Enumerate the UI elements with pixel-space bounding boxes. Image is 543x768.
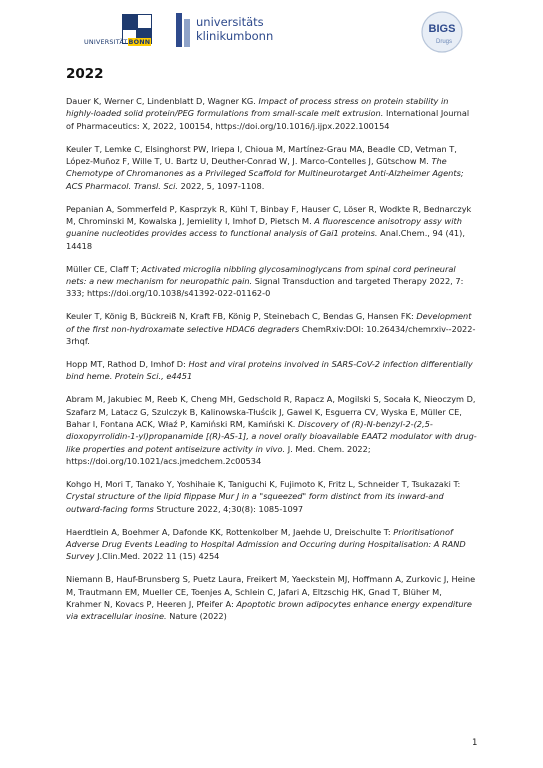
reference-title: A fluorescence anisotropy assy with guanine nucleotides provides access to functional analysis of Gai1 proteins. [66, 215, 462, 239]
reference-entry [66, 358, 478, 383]
reference-title: Discovery of (R)-N-benzyl-2-(2,5-dioxopyrrolidin-1-yl)propanamide [(R)-AS-1], a novel orally bioavailable EAAT2 modulator with drug-like properties and potent antiseizure activity in vivo. [66, 419, 477, 454]
drugs-logo-text: Drugs [435, 39, 453, 45]
reference-source: 2022, 5, 1097-1108. [180, 180, 265, 191]
reference-entry [66, 143, 478, 192]
page-number: 1 [472, 738, 478, 748]
reference-authors: Müller CE, Claff T; [66, 263, 139, 274]
reference-title: Crystal structure of the lipid flippase Mur J in a "squeezed" form distinct from its inward-and outward-facing forms [66, 491, 444, 514]
reference-authors: Pepanian A, Sommerfeld P, Kasprzyk R, Kühl T, Binbay F, Hauser C, Löser R, Wodkte R, Bednarczyk M, Chrominski M, Kowalska J, Jemielity I, Imhof D, Pietsch M. [66, 203, 472, 226]
reference-source: Nature (2022) [169, 611, 227, 622]
reference-entry [66, 203, 478, 252]
reference-entry [66, 393, 478, 467]
reference-authors: Dauer K, Werner C, Lindenblatt D, Wagner KG. [66, 96, 256, 106]
ukb-logo [176, 13, 291, 49]
reference-source: J.Clin.Med. 2022 11 (15) 4254 [97, 551, 220, 562]
bigs-logo-text: BIGS [428, 23, 456, 35]
reference-entry [66, 573, 478, 622]
reference-entry [66, 95, 478, 132]
reference-authors: Abram M, Jakubiec M, Reeb K, Cheng MH, Gedschold R, Rapacz A, Mogilski S, Socała K, Nieoczym D, Szafarz M, Latacz G, Szulczyk B, Kalinowska-Tłuścik J, Gawel K, Esguerra CV, Wyska E, Müller CE, Bahar I, Fontana ACK, Właź P, Kamiński RM, Kamiński K. [66, 394, 476, 430]
reference-authors: Hopp MT, Rathod D, Imhof D: [66, 359, 186, 370]
ukb-logo-line2: klinikumbonn [196, 29, 274, 43]
reference-authors: Keuler T, Lemke C, Elsinghorst PW, Iriepa I, Chioua M, Martínez-Grau MA, Beadle CD, Vetman T, López-Muñoz F, Wille T, U. Bartz U, Deuther-Conrad W, J. Marco-Contelles J, Gütschow M. [66, 143, 457, 166]
reference-source: International Journal of Pharmaceutics: X, 2022, 100154, https://doi.org/10.1016/j.ijpx.2022.100154 [66, 108, 470, 131]
reference-title: Apoptotic brown adipocytes enhance energy expenditure via extracellular inosine. [66, 598, 472, 622]
reference-authors: Keuler T, König B, Bückreiß N, Kraft FB, König P, Steinebach C, Bendas G, Hansen FK: [66, 311, 414, 322]
reference-entry [66, 263, 478, 300]
reference-authors: Niemann B, Hauf-Brunsberg S, Puetz Laura, Freikert M, Yaeckstein MJ, Hoffmann A, Zurkovic J, Heine M, Trautmann EM, Mueller CE, Toenjes A, Schlein C, Jafari A, Eltzschig HK, Gnad T, Blüher M, Krahmer N, Kovacs P, Heeren J, Pfeifer A: [66, 574, 476, 609]
reference-source: Anal.Chem., 94 (41), 14418 [66, 228, 465, 251]
reference-title: Development of the first non-hydroxamate selective HDAC6 degraders [66, 311, 472, 334]
reference-entry [66, 310, 478, 347]
reference-authors: Haerdtlein A, Boehmer A, Dafonde KK, Rottenkolber M, Jaehde U, Dreischulte T: [66, 526, 391, 537]
reference-title: The Chemotype of Chromanones as a Privileged Scaffold for Multineurotarget Anti-Alzheimer Agents; ACS Pharmacol. Transl. Sci. [66, 155, 464, 191]
university-bonn-logo [82, 14, 162, 48]
reference-title: Prioritisationof Adverse Drug Events Leading to Hospital Admission and Occuring during Hospitalisation: A RAND Survey [66, 526, 466, 562]
ukb-logo-line1: universitäts [196, 15, 264, 29]
ukb-logo-mark [176, 13, 190, 47]
reference-source: Signal Transduction and targeted Therapy 2022, 7: 333; https://doi.org/10.1038/s41392-022-01162-0 [66, 275, 464, 299]
reference-list [66, 95, 478, 633]
reference-title: Activated microglia nibbling glycosaminoglycans from spinal cord perineural nets: a new mechanism for neuropathic pain. [66, 263, 456, 286]
reference-entry [66, 478, 478, 515]
reference-authors: Kohgo H, Mori T, Tanako Y, Yoshihaie K, Taniguchi K, Fujimoto K, Fritz L, Schneider T, Tsukazaki T: [66, 479, 461, 489]
reference-entry [66, 526, 478, 563]
reference-title: Host and viral proteins involved in SARS-CoV-2 infection differentially bind heme. Protein Sci., e4451 [66, 359, 473, 382]
bigs-drugs-logo [420, 10, 464, 54]
reference-source: Structure 2022, 4;30(8): 1085-1097 [156, 503, 304, 514]
reference-source: J. Med. Chem. 2022; https://doi.org/10.1021/acs.jmedchem.2c00534 [66, 443, 371, 466]
reference-source: ChemRxiv:DOI: 10.26434/chemrxiv--2022-3rhqf. [66, 323, 476, 346]
year-heading: 2022 [66, 66, 104, 82]
reference-title: Impact of process stress on protein stability in highly-loaded solid protein/PEG formulations from small-scale melt extrusion. [66, 96, 449, 119]
university-logo-text: UNIVERSITÄTBONN [84, 38, 151, 46]
